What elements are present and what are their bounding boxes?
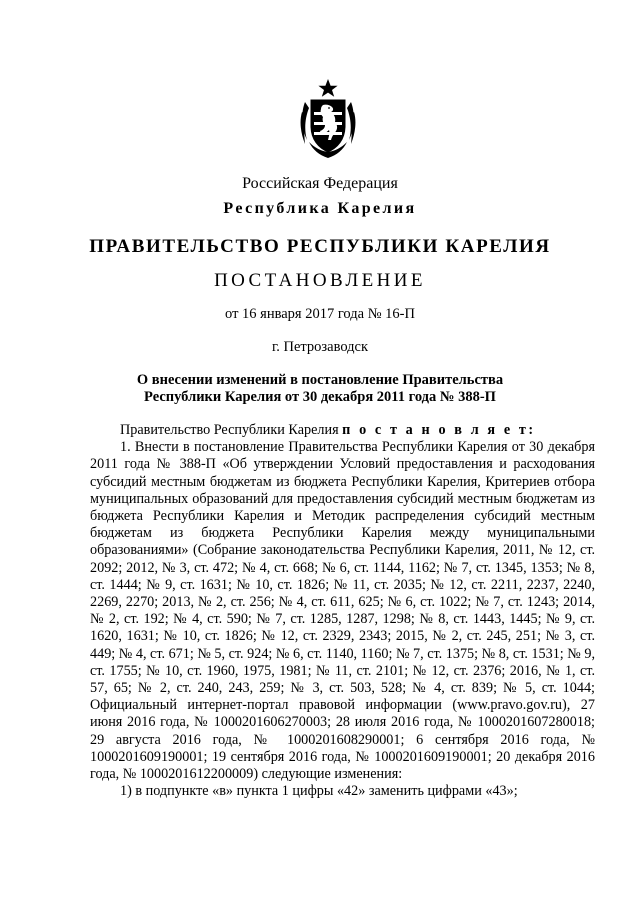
document-heading [100,372,540,406]
document-type: ПОСТАНОВЛЕНИЕ [214,270,426,291]
preamble [90,422,595,439]
paragraph-item-1: 1. Внести в постановление Правительства Республики Карелия от 30 декабря 2011 года № 388-П «Об утверждении Условий предоставления и расходования субсидий местным бюджетам из бюджета Республики Карелия, Критериев отбора муниципальных образований для предоставления субсидий местным бюджетам из бюджета Республики Карелия и Методик распределения субсидий местным бюджетам из бюджета Республики Карелия между муниципальными образованиями» (Собрание законодательства Республики Карелия, 2011, № 12, ст. 2092; 2012, № 3, ст. 472; № 4, ст. 668; № 6, ст. 1144, 1162; № 7, ст. 1345, 1353; № 8, ст. 1444; № 9, ст. 1631; № 10, ст. 1826; № 11, ст. 2035; № 12, ст. 2211, 2237, 2240, 2269, 2270; 2013, № 2, ст. 256; № 4, ст. 611, 625; № 6, ст. 1022; № 7, ст. 1243; 2014, № 2, ст. 192; № 4, ст. 590; № 7, ст. 1285, 1287, 1298; № 8, ст. 1443, 1445; № 9, ст. 1620, 1631; № 10, ст. 1826; № 12, ст. 2329, 2343; 2015, № 2, ст. 245, 251; № 3, ст. 449; № 4, ст. 671; № 5, ст. 924; № 6, ст. 1140, 1160; № 7, ст. 1375; № 8, ст. 1531; № 9, ст. 1755; № 10, ст. 1960, 1975, 1981; № 11, ст. 2101; № 12, ст. 2376; 2016, № 1, ст. 57, 65; № 2, ст. 240, 243, 259; № 3, ст. 503, 528; № 4, ст. 839; № 5, ст. 1044; Официальный интернет-портал правовой информации (www.pravo.gov.ru), 27 июня 2016 года, № 1000201606270003; 28 июля 2016 года, № 1000201607280018; 29 августа 2016 года, № 1000201608290001; 6 сентября 2016 года, № 1000201609190001; 19 сентября 2016 года, № 1000201609190001; 20 декабря 2016 года, № 1000201612200009) следующие изменения: [90,439,596,783]
preamble-prefix: Правительство Республики Карелия [120,422,343,438]
decree-date: от 16 января 2017 года № 16-П [225,306,415,322]
government-name: ПРАВИТЕЛЬСТВО РЕСПУБЛИКИ КАРЕЛИЯ [89,236,551,257]
preamble-verb: п о с т а н о в л я е т: [342,422,536,438]
paragraph-item-1-1: 1) в подпункте «в» пункта 1 цифры «42» заменить цифрами «43»; [120,783,518,800]
city-name: г. Петрозаводск [271,339,369,355]
heading-line-1: О внесении изменений в постановление Правительства [136,372,504,388]
heading-line-2: Республики Карелия от 30 декабря 2011 года № 388-П [144,389,496,405]
document-body [90,422,595,800]
coat-of-arms-icon [299,78,357,162]
country-name: Российская Федерация [242,175,398,192]
republic-name: Республика Карелия [223,200,417,217]
